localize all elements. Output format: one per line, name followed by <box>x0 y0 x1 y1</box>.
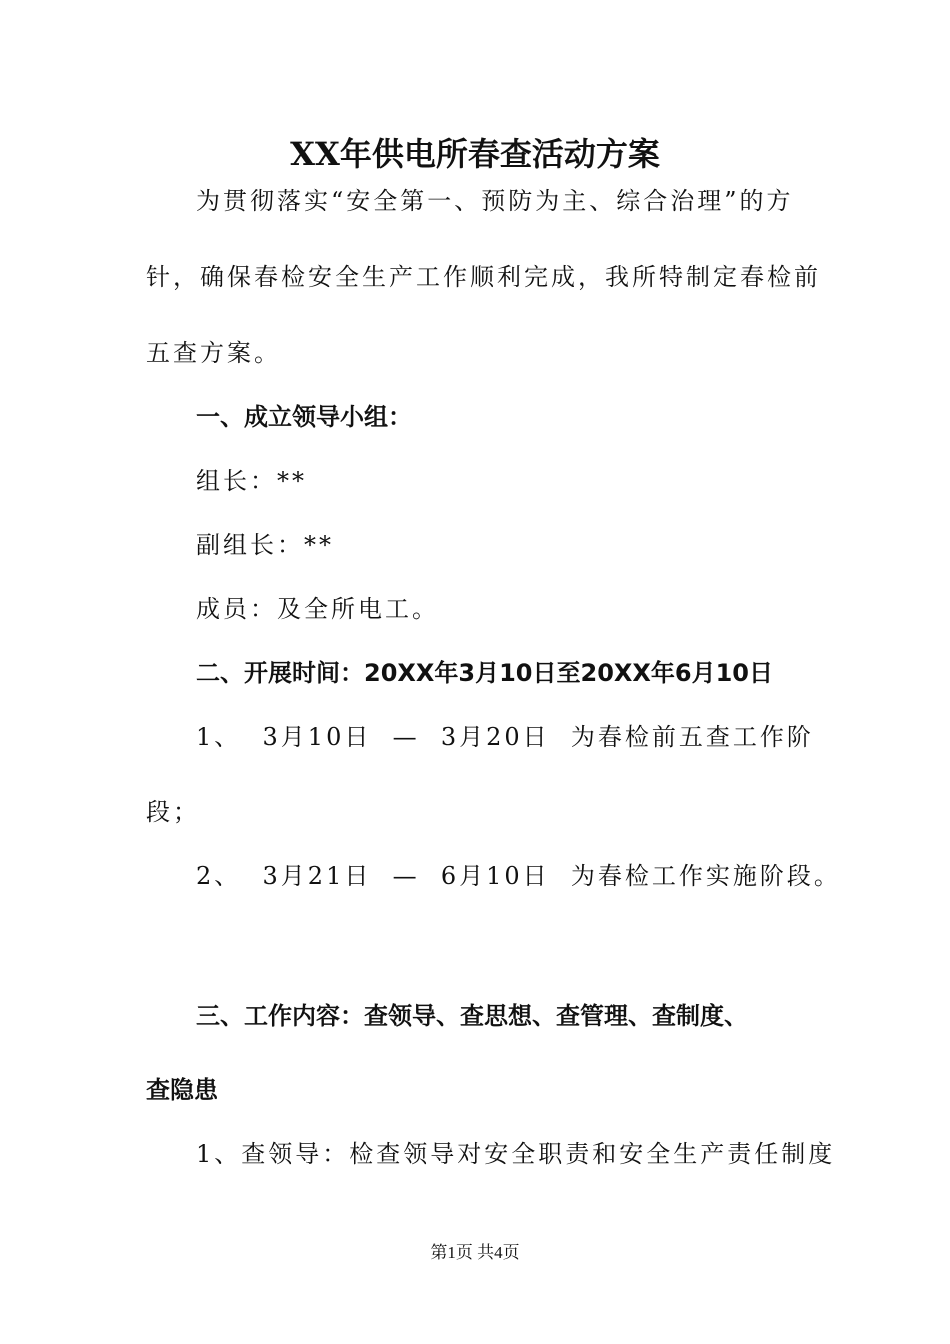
leader-line: 组长：** <box>196 467 307 495</box>
schedule-item-2: 2、 3月21日 — 6月10日 为春检工作实施阶段。 <box>196 862 841 890</box>
schedule-item-1-line-2: 段； <box>146 798 200 826</box>
page-footer: 第1页 共4页 <box>430 1243 520 1262</box>
intro-line-1: 为贯彻落实“安全第一、预防为主、综合治理”的方 <box>196 187 794 215</box>
section2-heading: 二、开展时间：20XX年3月10日至20XX年6月10日 <box>196 659 774 687</box>
intro-line-3: 五查方案。 <box>146 339 281 367</box>
section1-heading: 一、成立领导小组： <box>196 403 412 431</box>
section3-heading-line-1: 三、工作内容：查领导、查思想、查管理、查制度、 <box>196 1002 748 1030</box>
work-item-1: 1、查领导：检查领导对安全职责和安全生产责任制度 <box>196 1140 836 1168</box>
members-line: 成员：及全所电工。 <box>196 595 439 623</box>
section3-heading-line-2: 查隐患 <box>146 1076 218 1104</box>
schedule-item-1-line-1: 1、 3月10日 — 3月20日 为春检前五查工作阶 <box>196 723 814 751</box>
intro-line-2: 针，确保春检安全生产工作顺利完成，我所特制定春检前 <box>146 263 821 291</box>
document-title: XX年供电所春查活动方案 <box>290 135 660 173</box>
deputy-leader-line: 副组长：** <box>196 531 334 559</box>
